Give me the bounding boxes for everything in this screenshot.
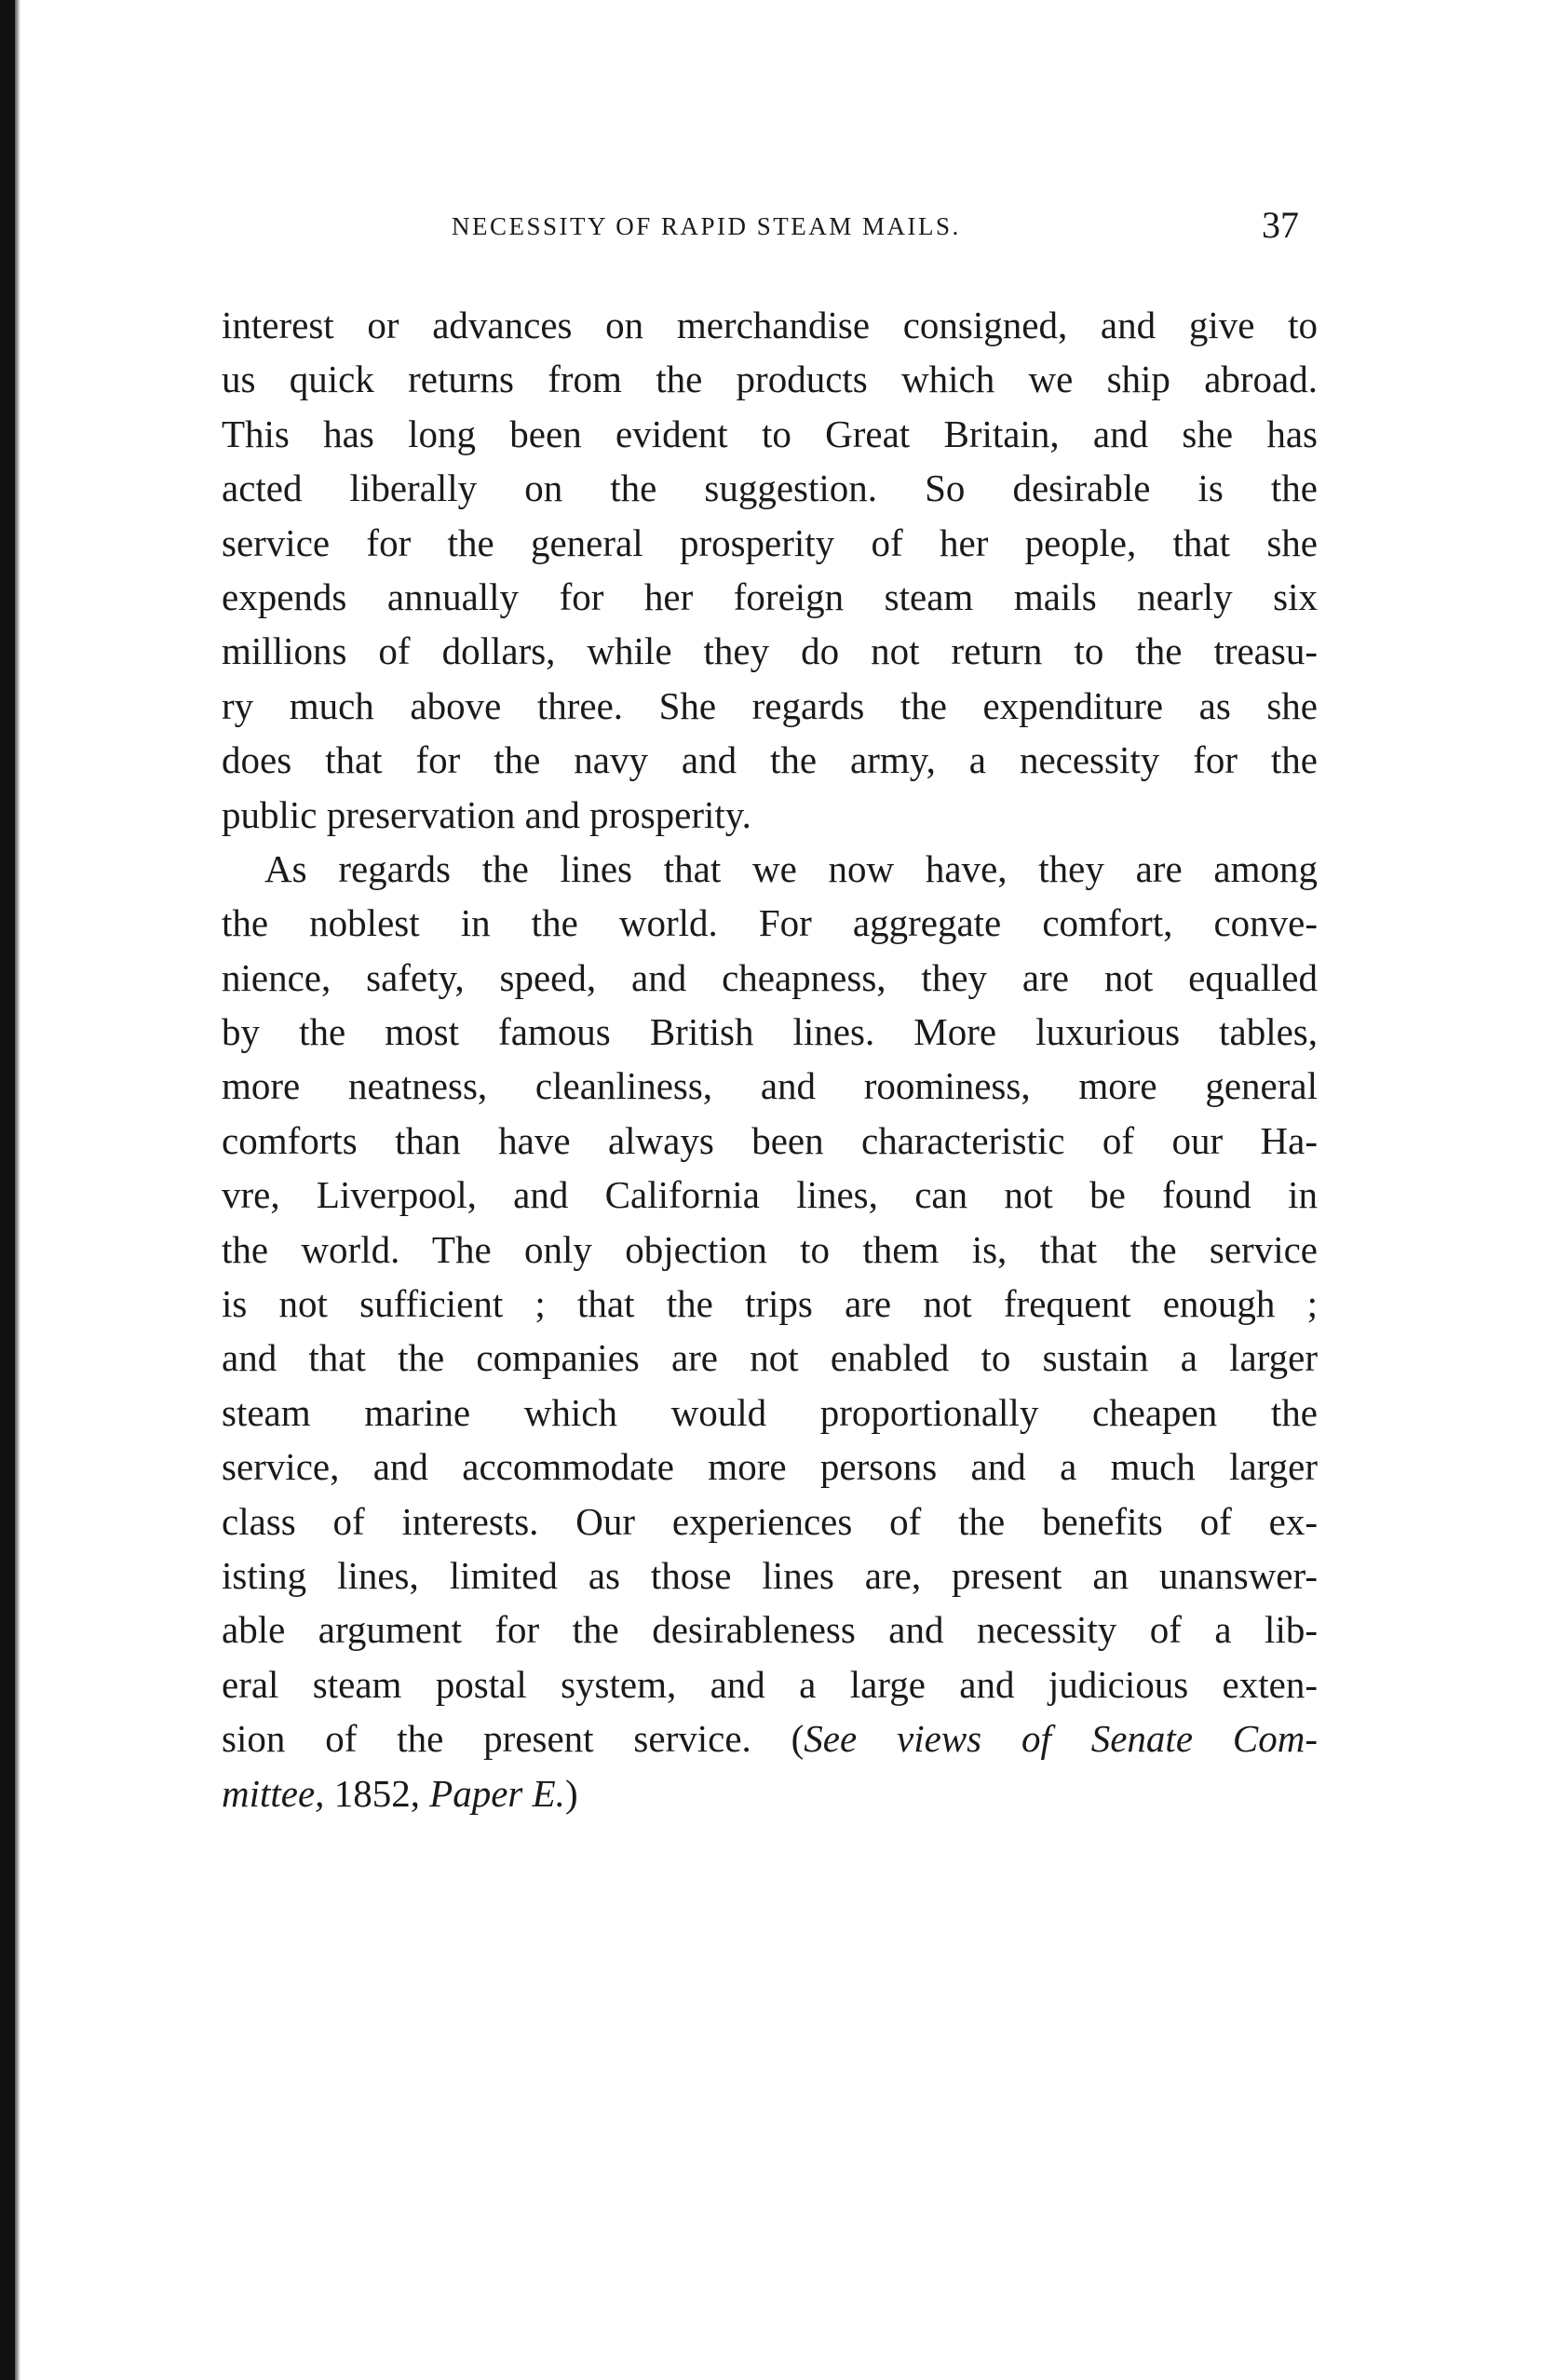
text-line	[222, 1331, 1318, 1385]
text-segment: sion of the present service. (	[222, 1717, 805, 1761]
text-line	[222, 1386, 1318, 1440]
text-line	[222, 1548, 1318, 1602]
text-line	[222, 842, 1318, 896]
text-segment: more neatness, cleanliness, and roominess, more general	[222, 1064, 1318, 1108]
page-binding-shadow	[15, 0, 20, 2380]
text-line	[222, 1494, 1318, 1548]
text-line	[222, 1059, 1318, 1113]
text-line	[222, 407, 1318, 461]
text-segment: 1852,	[324, 1771, 430, 1815]
italic-text: Paper E.	[429, 1771, 565, 1815]
text-segment: steam marine which would proportionally cheapen the	[222, 1390, 1318, 1434]
page-binding-edge	[0, 0, 15, 2380]
page-number: 37	[1262, 204, 1299, 246]
text-line	[222, 951, 1318, 1005]
text-segment: eral steam postal system, and a large and judicious exten-	[222, 1662, 1318, 1706]
italic-text: See views of Senate Com-	[804, 1717, 1318, 1761]
text-line	[222, 1005, 1318, 1059]
text-segment: the world. The only objection to them is, that the service	[222, 1227, 1318, 1271]
text-segment: expends annually for her foreign steam mails nearly six	[222, 575, 1318, 618]
text-line	[222, 1168, 1318, 1222]
text-line	[222, 1114, 1318, 1168]
text-segment: nience, safety, speed, and cheapness, they are not equalled	[222, 955, 1318, 999]
text-segment: the noblest in the world. For aggregate comfort, conve-	[222, 901, 1318, 945]
text-segment: )	[564, 1771, 578, 1815]
text-segment: vre, Liverpool, and California lines, can not be found in	[222, 1173, 1318, 1217]
text-line	[222, 624, 1318, 678]
text-line	[222, 1602, 1318, 1657]
text-segment: service, and accommodate more persons and a much larger	[222, 1445, 1318, 1489]
text-segment: ry much above three. She regards the expenditure as she	[222, 683, 1318, 727]
text-segment: by the most famous British lines. More luxurious tables,	[222, 1010, 1318, 1054]
text-line	[222, 1711, 1318, 1765]
text-segment: millions of dollars, while they do not return to the treasu-	[222, 629, 1318, 673]
text-segment: service for the general prosperity of her people, that she	[222, 521, 1318, 564]
text-line	[222, 1766, 1318, 1820]
text-line	[222, 733, 1318, 787]
text-segment: and that the companies are not enabled to sustain a larger	[222, 1336, 1318, 1380]
text-segment: able argument for the desirableness and necessity of a lib-	[222, 1608, 1318, 1652]
text-line	[222, 570, 1318, 624]
text-line	[222, 298, 1318, 352]
text-line	[222, 516, 1318, 570]
italic-text: mittee,	[222, 1771, 325, 1815]
text-line	[222, 896, 1318, 950]
text-line	[222, 461, 1318, 515]
text-segment: does that for the navy and the army, a necessity for the	[222, 738, 1318, 782]
text-segment: public preservation and prosperity.	[222, 792, 751, 836]
text-segment: comforts than have always been characteristic of our Ha-	[222, 1118, 1318, 1162]
text-segment: This has long been evident to Great Britain, and she has	[222, 412, 1318, 455]
text-line	[222, 679, 1318, 733]
text-line	[222, 1440, 1318, 1494]
text-line	[222, 788, 1318, 842]
text-line	[222, 1223, 1318, 1277]
text-segment: acted liberally on the suggestion. So desirable is the	[222, 467, 1318, 510]
text-segment: us quick returns from the products which we ship abroad.	[222, 358, 1318, 401]
text-segment: isting lines, limited as those lines are, present an unanswer-	[222, 1553, 1318, 1597]
text-segment: interest or advances on merchandise consigned, and give to	[222, 304, 1318, 346]
text-line	[222, 1277, 1318, 1331]
running-title: NECESSITY OF RAPID STEAM MAILS.	[452, 212, 961, 240]
text-line	[222, 1657, 1318, 1711]
body-text	[222, 298, 1318, 1820]
text-segment: is not sufficient ; that the trips are not frequent enough ;	[222, 1282, 1318, 1326]
text-line	[222, 352, 1318, 406]
text-segment: As regards the lines that we now have, they are among	[264, 846, 1318, 890]
text-segment: class of interests. Our experiences of the benefits of ex-	[222, 1499, 1318, 1543]
